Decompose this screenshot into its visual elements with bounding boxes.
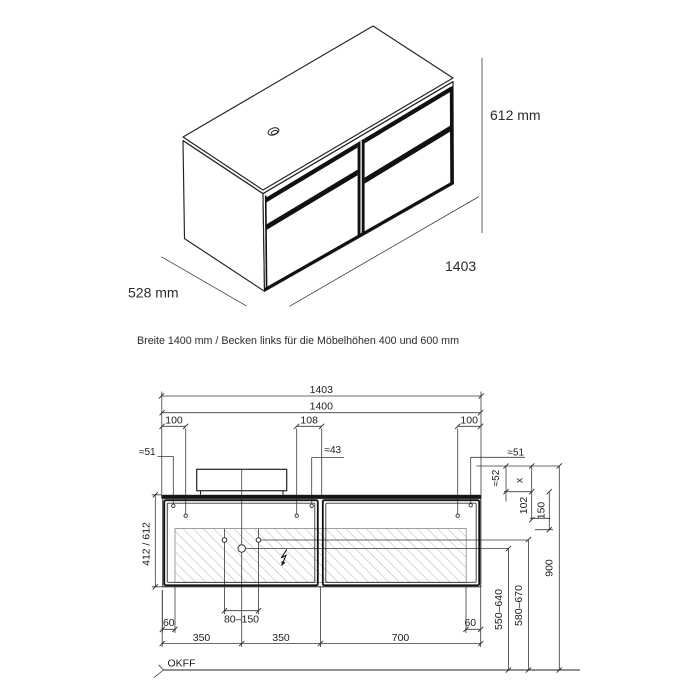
iso-view bbox=[128, 26, 541, 306]
iso-width-label: 1403 bbox=[445, 258, 477, 274]
floor-line bbox=[154, 665, 580, 678]
dim-cabinet-height: 412 / 612 bbox=[140, 522, 153, 566]
countertop bbox=[161, 495, 481, 499]
floor-datum-label: OKFF bbox=[167, 657, 196, 670]
countertop-basin bbox=[197, 469, 287, 494]
dim-seg-left: 350 bbox=[192, 631, 211, 644]
iso-right-stile bbox=[450, 86, 454, 186]
dim-edge-right: 60 bbox=[464, 617, 477, 629]
dim-seg-mid: 350 bbox=[272, 631, 290, 644]
dim-offset-left: 100 bbox=[165, 414, 183, 427]
dim-width-body: 1400 bbox=[309, 400, 333, 413]
dim-seg-right: 700 bbox=[391, 631, 410, 644]
dim-drain-height: 550–640 bbox=[493, 589, 505, 630]
dim-clearance: 150 bbox=[535, 501, 548, 520]
installation-zone-hatch bbox=[175, 529, 466, 583]
iso-height-label: 612 mm bbox=[490, 107, 541, 123]
dim-edge-left: 60 bbox=[162, 617, 175, 629]
dim-hole-right: ≈51 bbox=[507, 447, 525, 459]
dim-offset-right: 100 bbox=[460, 414, 478, 427]
dim-total-height: 900 bbox=[543, 559, 556, 577]
dim-bracket: 102 bbox=[518, 496, 530, 515]
dim-faucet-span: 80–150 bbox=[223, 613, 260, 626]
front-elevation bbox=[139, 384, 580, 678]
dim-hole-left: ≈51 bbox=[139, 447, 156, 458]
iso-depth-label: 528 mm bbox=[128, 284, 179, 301]
caption: Breite 1400 mm / Becken links für die Möbelhöhen 400 und 600 mm bbox=[137, 335, 459, 347]
dim-offset-center: 108 bbox=[300, 414, 318, 427]
dim-basin-x: x bbox=[513, 477, 526, 484]
dim-basin-rim: ≈52 bbox=[491, 469, 502, 487]
dim-width-total: 1403 bbox=[309, 384, 333, 396]
dim-hole-center: ≈43 bbox=[324, 445, 342, 457]
dim-valve-height: 580–670 bbox=[513, 585, 525, 626]
